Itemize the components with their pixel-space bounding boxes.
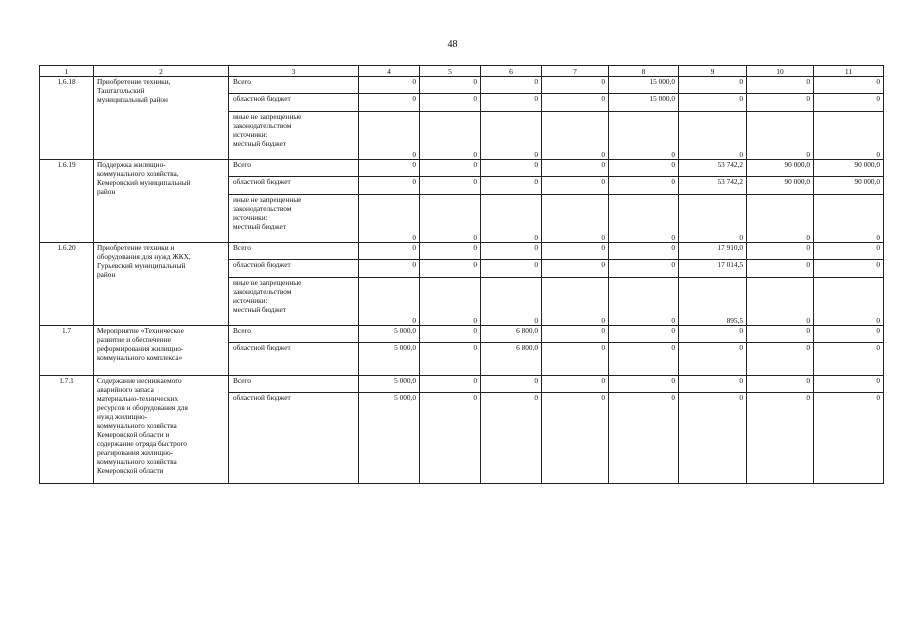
amount-cell: 6 800,0 (481, 326, 542, 343)
amount-cell: 0 (359, 243, 420, 260)
amount-cell: 0 (814, 195, 884, 243)
amount-cell: 0 (747, 260, 814, 278)
amount-cell: 0 (814, 343, 884, 376)
amount-cell: 0 (481, 160, 542, 177)
funding-source: Всего (229, 243, 359, 260)
amount-cell: 0 (359, 94, 420, 112)
amount-cell: 5 000,0 (359, 376, 420, 393)
item-name: Содержание неснижаемого аварийного запаса материально-технических ресурсов и оборудования для нужд жилищно- коммунального хозяйства Кемеровской области и содержание отряда быстрого реагирования жилищно- коммунального хозяйства Кемеровской области (94, 376, 229, 484)
amount-cell: 6 800,0 (481, 343, 542, 376)
amount-cell: 0 (481, 260, 542, 278)
funding-source: областной бюджет (229, 94, 359, 112)
amount-cell: 0 (814, 77, 884, 94)
column-header: 5 (420, 66, 481, 77)
amount-cell: 0 (814, 260, 884, 278)
amount-cell: 0 (481, 376, 542, 393)
column-header: 11 (814, 66, 884, 77)
amount-cell: 0 (609, 112, 679, 160)
column-header: 4 (359, 66, 420, 77)
amount-cell: 0 (609, 177, 679, 195)
header-row (40, 66, 884, 77)
amount-cell: 0 (420, 94, 481, 112)
funding-source: Всего (229, 326, 359, 343)
amount-cell: 90 000,0 (747, 177, 814, 195)
amount-cell: 0 (359, 112, 420, 160)
amount-cell: 0 (609, 278, 679, 326)
amount-cell: 0 (420, 278, 481, 326)
table-row (40, 77, 884, 94)
amount-cell: 0 (481, 243, 542, 260)
amount-cell: 53 742,2 (679, 160, 747, 177)
amount-cell: 0 (481, 112, 542, 160)
item-name: Приобретение техники и оборудования для нужд ЖКХ, Гурьевский муниципальный район (94, 243, 229, 326)
amount-cell: 0 (679, 343, 747, 376)
amount-cell: 0 (814, 112, 884, 160)
amount-cell: 0 (747, 393, 814, 484)
amount-cell: 0 (481, 278, 542, 326)
item-code: 1.7 (40, 326, 94, 376)
amount-cell: 0 (609, 376, 679, 393)
column-header: 7 (542, 66, 609, 77)
amount-cell: 0 (420, 376, 481, 393)
table-row (40, 160, 884, 177)
amount-cell: 895,5 (679, 278, 747, 326)
amount-cell: 0 (747, 112, 814, 160)
amount-cell: 90 000,0 (747, 160, 814, 177)
amount-cell: 0 (542, 278, 609, 326)
amount-cell: 0 (747, 326, 814, 343)
amount-cell: 0 (814, 393, 884, 484)
column-header: 1 (40, 66, 94, 77)
amount-cell: 0 (542, 260, 609, 278)
amount-cell: 0 (679, 393, 747, 484)
amount-cell: 0 (359, 77, 420, 94)
funding-source: иные не запрещенные законодательством источники: местный бюджет (229, 278, 359, 326)
amount-cell: 0 (609, 326, 679, 343)
funding-source: иные не запрещенные законодательством источники: местный бюджет (229, 195, 359, 243)
amount-cell: 15 000,0 (609, 77, 679, 94)
amount-cell: 0 (420, 177, 481, 195)
amount-cell: 0 (679, 77, 747, 94)
amount-cell: 0 (542, 94, 609, 112)
item-code: 1.6.18 (40, 77, 94, 160)
funding-source: областной бюджет (229, 343, 359, 376)
amount-cell: 53 742,2 (679, 177, 747, 195)
table-row (40, 376, 884, 393)
amount-cell: 0 (481, 393, 542, 484)
amount-cell: 90 000,0 (814, 177, 884, 195)
amount-cell: 0 (481, 94, 542, 112)
amount-cell: 17 910,0 (679, 243, 747, 260)
amount-cell: 0 (542, 160, 609, 177)
amount-cell: 0 (542, 376, 609, 393)
amount-cell: 0 (542, 112, 609, 160)
item-name: Приобретение техники, Таштагольский муниципальный район (94, 77, 229, 160)
amount-cell: 0 (420, 393, 481, 484)
funding-source: областной бюджет (229, 177, 359, 195)
column-header: 8 (609, 66, 679, 77)
funding-source: Всего (229, 77, 359, 94)
amount-cell: 0 (679, 195, 747, 243)
amount-cell: 0 (420, 112, 481, 160)
amount-cell: 0 (542, 195, 609, 243)
amount-cell: 0 (481, 77, 542, 94)
amount-cell: 0 (679, 94, 747, 112)
column-header: 3 (229, 66, 359, 77)
item-code: 1.6.19 (40, 160, 94, 243)
amount-cell: 0 (814, 278, 884, 326)
item-code: 1.7.1 (40, 376, 94, 484)
amount-cell: 0 (747, 376, 814, 393)
funding-source: областной бюджет (229, 260, 359, 278)
amount-cell: 0 (609, 160, 679, 177)
amount-cell: 0 (747, 94, 814, 112)
table-body (40, 77, 884, 484)
amount-cell: 0 (747, 77, 814, 94)
amount-cell: 0 (814, 376, 884, 393)
amount-cell: 0 (420, 343, 481, 376)
amount-cell: 5 000,0 (359, 326, 420, 343)
page-number: 48 (447, 39, 458, 50)
amount-cell: 0 (609, 393, 679, 484)
amount-cell: 0 (420, 77, 481, 94)
amount-cell: 0 (747, 278, 814, 326)
amount-cell: 0 (609, 260, 679, 278)
item-name: Поддержка жилищно- коммунального хозяйства, Кемеровский муниципальный район (94, 160, 229, 243)
amount-cell: 0 (542, 177, 609, 195)
amount-cell: 0 (481, 177, 542, 195)
item-code: 1.6.20 (40, 243, 94, 326)
column-header: 9 (679, 66, 747, 77)
amount-cell: 0 (359, 260, 420, 278)
amount-cell: 0 (609, 343, 679, 376)
amount-cell: 0 (747, 243, 814, 260)
amount-cell: 0 (747, 195, 814, 243)
table-row (40, 243, 884, 260)
amount-cell: 0 (542, 326, 609, 343)
amount-cell: 5 000,0 (359, 343, 420, 376)
amount-cell: 0 (747, 343, 814, 376)
amount-cell: 0 (542, 77, 609, 94)
budget-table (39, 65, 884, 484)
amount-cell: 0 (542, 393, 609, 484)
amount-cell: 0 (814, 243, 884, 260)
column-header: 6 (481, 66, 542, 77)
amount-cell: 17 014,5 (679, 260, 747, 278)
amount-cell: 0 (359, 160, 420, 177)
funding-source: иные не запрещенные законодательством источники: местный бюджет (229, 112, 359, 160)
amount-cell: 0 (542, 343, 609, 376)
amount-cell: 0 (359, 195, 420, 243)
amount-cell: 90 000,0 (814, 160, 884, 177)
amount-cell: 0 (814, 326, 884, 343)
amount-cell: 0 (814, 94, 884, 112)
amount-cell: 0 (679, 112, 747, 160)
amount-cell: 0 (420, 160, 481, 177)
amount-cell: 0 (359, 177, 420, 195)
amount-cell: 0 (420, 260, 481, 278)
column-header: 2 (94, 66, 229, 77)
amount-cell: 0 (481, 195, 542, 243)
table-row (40, 326, 884, 343)
amount-cell: 0 (679, 376, 747, 393)
amount-cell: 0 (679, 326, 747, 343)
amount-cell: 5 000,0 (359, 393, 420, 484)
amount-cell: 0 (609, 243, 679, 260)
amount-cell: 0 (609, 195, 679, 243)
amount-cell: 0 (420, 195, 481, 243)
funding-source: Всего (229, 160, 359, 177)
funding-source: Всего (229, 376, 359, 393)
amount-cell: 0 (542, 243, 609, 260)
amount-cell: 0 (420, 243, 481, 260)
amount-cell: 15 000,0 (609, 94, 679, 112)
column-header: 10 (747, 66, 814, 77)
item-name: Мероприятие «Техническое развитие и обеспечение реформирования жилищно- коммунального комплекса» (94, 326, 229, 376)
amount-cell: 0 (359, 278, 420, 326)
amount-cell: 0 (420, 326, 481, 343)
funding-source: областной бюджет (229, 393, 359, 484)
